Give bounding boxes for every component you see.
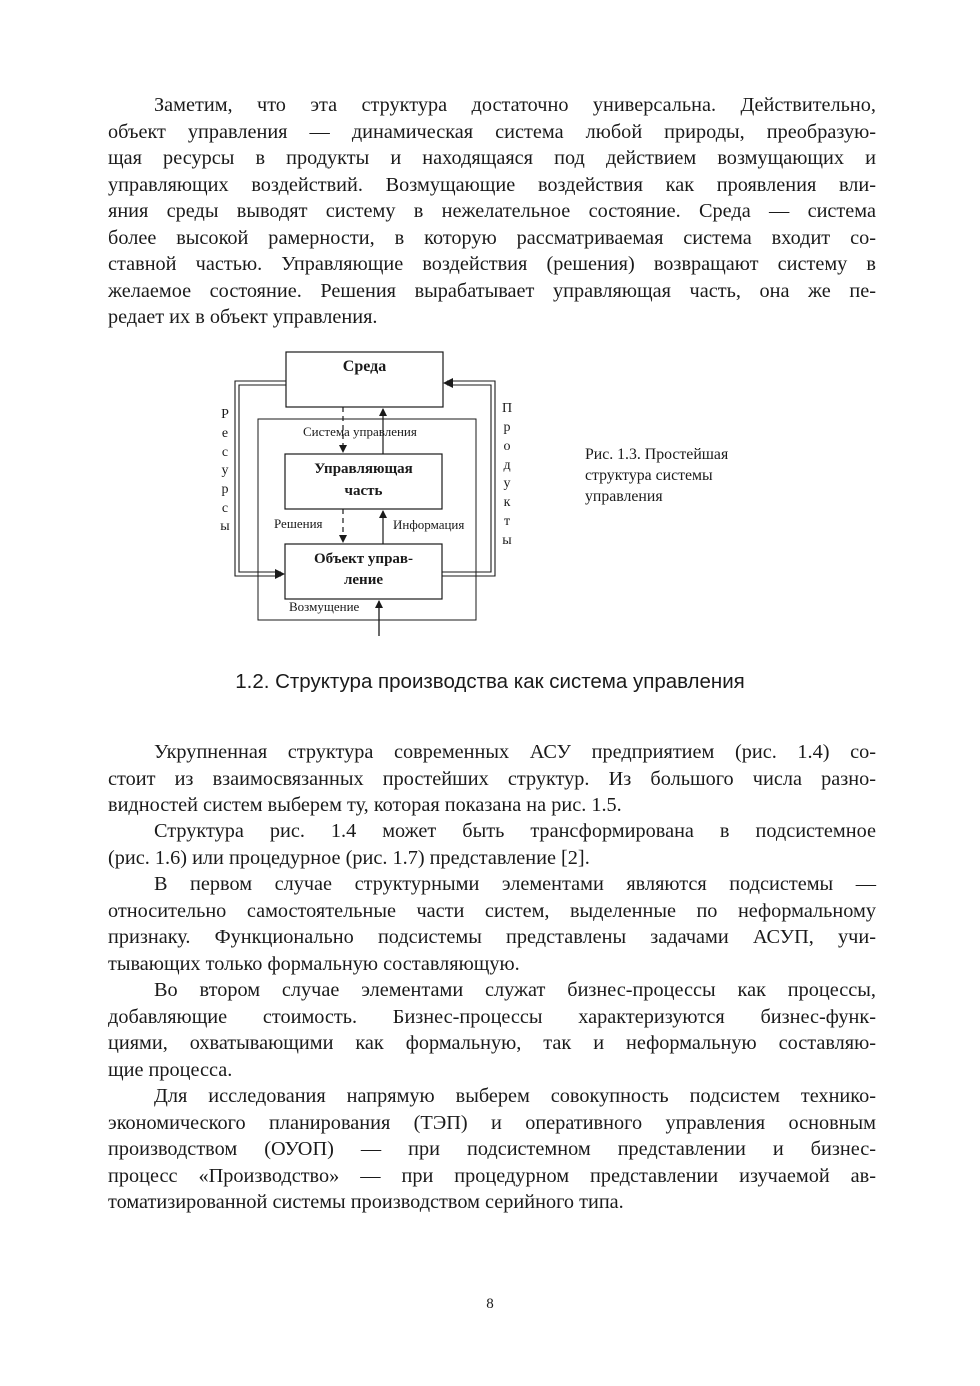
caption-line: Рис. 1.3. Простейшая: [585, 446, 729, 463]
text-line: тывающих только формальную составляющую.: [108, 952, 520, 975]
resources-vertical-label: [220, 407, 230, 534]
text-line: Структура рис. 1.4 может быть трансформирована в подсистемное: [154, 820, 876, 842]
text-line: В первом случае структурными элементами являются подсистемы —: [154, 873, 876, 895]
resources-letter: у: [221, 463, 229, 478]
products-letter: д: [503, 458, 511, 473]
text-line: редает их в объект управления.: [108, 306, 378, 328]
resources-letter: е: [221, 426, 229, 441]
products-line-outer: [442, 381, 495, 576]
text-line: более высокой рамерности, в которую рассматриваемая система входит со-: [108, 226, 876, 249]
products-line-inner: [442, 385, 491, 572]
products-letter: т: [503, 514, 511, 529]
paragraph-3: [108, 818, 876, 871]
disturbance-label: Возмущение: [289, 599, 360, 614]
products-letter: к: [503, 495, 511, 510]
text-line: управляющих воздействий. Возмущающие воздействия как проявления вли-: [108, 173, 876, 196]
products-letter: р: [503, 420, 511, 435]
products-letter: ы: [502, 533, 512, 548]
paragraph-4: [108, 871, 876, 977]
decisions-label: Решения: [274, 516, 323, 531]
resources-arrowhead: [275, 569, 285, 579]
control-part-label-1: Управляющая: [314, 461, 413, 477]
resources-letter: с: [221, 445, 229, 460]
caption-line: управления: [585, 488, 663, 505]
products-letter: о: [503, 439, 511, 454]
text-line: ставной частью. Управляющие воздействия (решения) возвращают систему в: [108, 253, 876, 275]
text-line: признаку. Функционально подсистемы представлены задачами АСУП, учи-: [108, 926, 876, 948]
page-number: 8: [486, 1296, 494, 1312]
text-line: Заметим, что эта структура достаточно универсальна. Действительно,: [154, 94, 876, 116]
object-label-2: ление: [343, 572, 384, 588]
products-letter: П: [501, 401, 513, 416]
text-line: Укрупненная структура современных АСУ предприятием (рис. 1.4) со-: [154, 741, 876, 763]
section-title: 1.2. Структура производства как система управления: [235, 670, 745, 693]
control-part-label-2: часть: [344, 483, 383, 499]
text-line: относительно самостоятельные части систем, выделенные по неформальному: [108, 899, 876, 922]
text-line: щая ресурсы в продукты и находящаяся под действием возмущающих и: [108, 147, 876, 169]
figure-caption: [585, 444, 785, 507]
environment-label: Среда: [342, 358, 387, 375]
text-line: видностей систем выберем ту, которая показана на рис. 1.5.: [108, 794, 622, 816]
text-line: Для исследования напрямую выберем совокупность подсистем технико-: [154, 1085, 876, 1107]
text-line: томатизированной системы производством серийного типа.: [108, 1191, 624, 1213]
text-line: Во втором случае элементами служат бизнес-процессы как процессы,: [154, 979, 876, 1001]
products-letter: у: [503, 476, 511, 491]
text-line: объект управления — динамическая система любой природы, преобразую-: [108, 120, 876, 143]
paragraph-2: [108, 739, 876, 819]
text-line: циями, охватывающими как формальную, так и неформальную составляю-: [108, 1032, 876, 1054]
products-vertical-label: [502, 401, 512, 548]
information-label: Информация: [393, 517, 465, 532]
text-line: процесс «Производство» — при процедурном представлении изучаемой ав-: [108, 1164, 876, 1187]
paragraph-6: [108, 1083, 876, 1216]
text-line: производством (ОУОП) — при подсистемном представлении и бизнес-: [108, 1138, 876, 1160]
resources-line-inner: [239, 385, 286, 572]
text-line: добавляющие стоимость. Бизнес-процессы характеризуются бизнес-функ-: [108, 1005, 876, 1028]
text-line: яния среды выводят систему в нежелательное состояние. Среда — система: [108, 200, 876, 222]
object-label-1: Объект управ-: [313, 551, 414, 567]
resources-letter: р: [221, 482, 229, 497]
text-line: (рис. 1.6) или процедурное (рис. 1.7) представление [2].: [108, 846, 590, 869]
text-line: щие процесса.: [108, 1058, 233, 1081]
products-arrowhead: [443, 378, 453, 388]
resources-letter: ы: [220, 519, 230, 534]
caption-line: структура системы: [585, 467, 713, 484]
paragraph-5: [108, 977, 876, 1083]
text-line: экономического планирования (ТЭП) и оперативного управления основным: [108, 1111, 876, 1134]
resources-letter: с: [221, 501, 229, 516]
control-system-label: Система управления: [303, 424, 417, 439]
resources-letter: Р: [221, 407, 229, 422]
text-line: желаемое состояние. Решения вырабатывает управляющая часть, она же пе-: [108, 279, 876, 302]
text-line: стоит из взаимосвязанных простейших структур. Из большого числа разно-: [108, 767, 876, 790]
resources-line-outer: [235, 381, 286, 576]
